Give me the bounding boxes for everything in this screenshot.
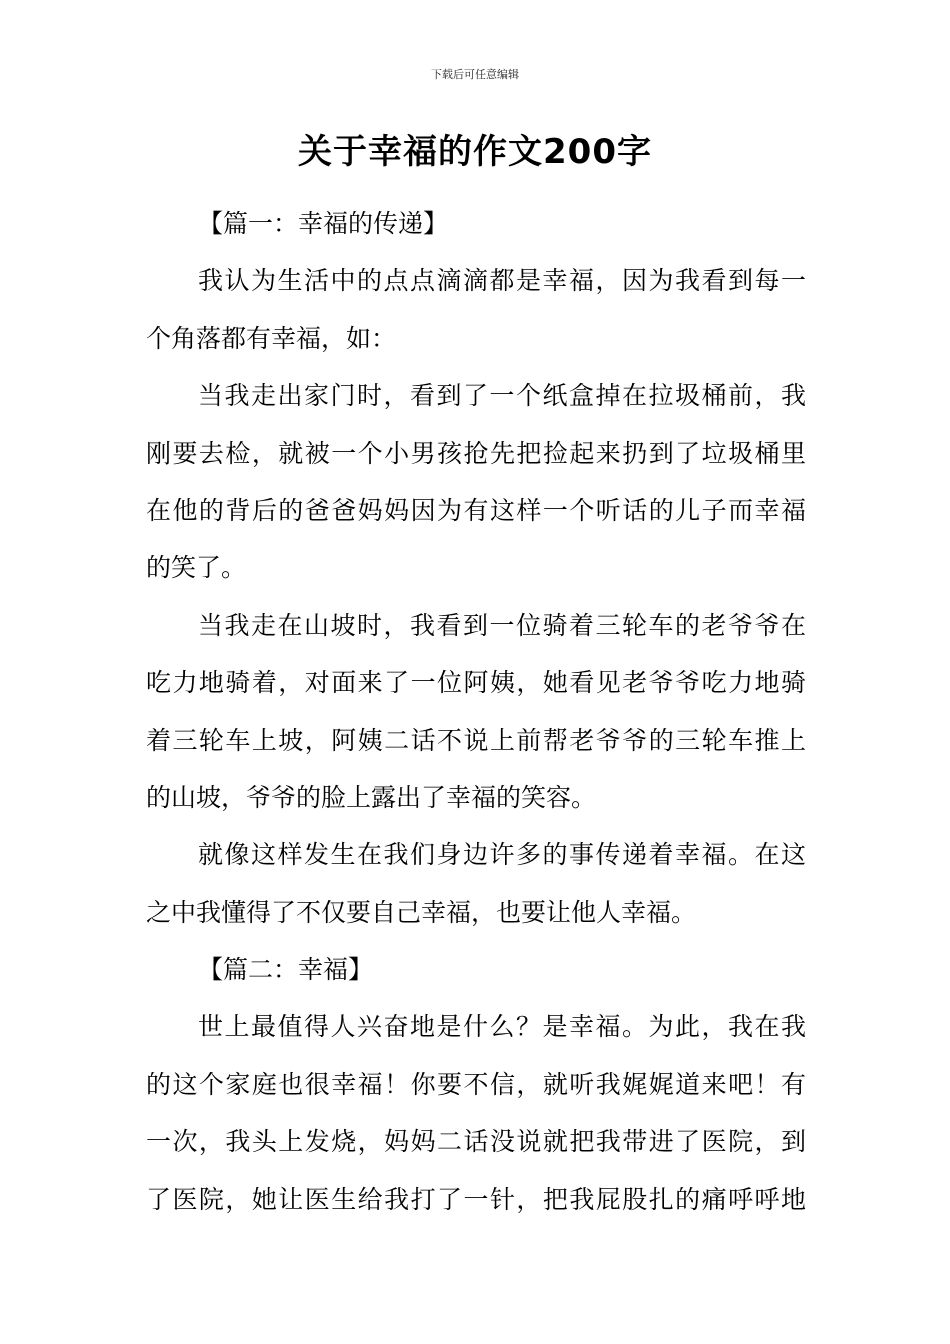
paragraph-line: 世上最值得人兴奋地是什么？是幸福。为此，我在我 [198, 1012, 806, 1042]
paragraph-line: 个角落都有幸福，如： [146, 323, 397, 353]
paragraph-line: 当我走在山坡时，我看到一位骑着三轮车的老爷爷在 [198, 610, 806, 640]
document-body [146, 195, 806, 1228]
paragraph-line: 一次，我头上发烧，妈妈二话没说就把我带进了医院，到 [146, 1127, 806, 1157]
paragraph-line: 了医院，她让医生给我打了一针，把我屁股扎的痛呼呼地 [146, 1184, 806, 1214]
paragraph-line: 就像这样发生在我们身边许多的事传递着幸福。在这 [198, 840, 806, 870]
paragraph-line: 的这个家庭也很幸福！你要不信，就听我娓娓道来吧！有 [146, 1069, 806, 1099]
document-title: 关于幸福的作文200字 [298, 132, 652, 172]
section-heading-1: 【篇一：幸福的传递】 [198, 209, 449, 238]
paragraph-line: 刚要去检，就被一个小男孩抢先把捡起来扔到了垃圾桶里 [146, 438, 806, 468]
paragraph-line: 之中我懂得了不仅要自己幸福，也要让他人幸福。 [146, 897, 697, 927]
paragraph-line: 的笑了。 [146, 553, 247, 583]
paragraph-line: 着三轮车上坡，阿姨二话不说上前帮老爷爷的三轮车推上 [146, 725, 806, 755]
header-note: 下载后可任意编辑 [431, 68, 519, 81]
paragraph-line: 我认为生活中的点点滴滴都是幸福，因为我看到每一 [198, 266, 806, 296]
paragraph-line: 吃力地骑着，对面来了一位阿姨，她看见老爷爷吃力地骑 [146, 668, 806, 698]
paragraph-line: 当我走出家门时，看到了一个纸盒掉在拉圾桶前，我 [198, 381, 806, 411]
paragraph-line: 的山坡，爷爷的脸上露出了幸福的笑容。 [146, 782, 597, 812]
paragraph-line: 在他的背后的爸爸妈妈因为有这样一个听话的儿子而幸福 [146, 495, 806, 525]
section-heading-2: 【篇二：幸福】 [198, 955, 374, 985]
